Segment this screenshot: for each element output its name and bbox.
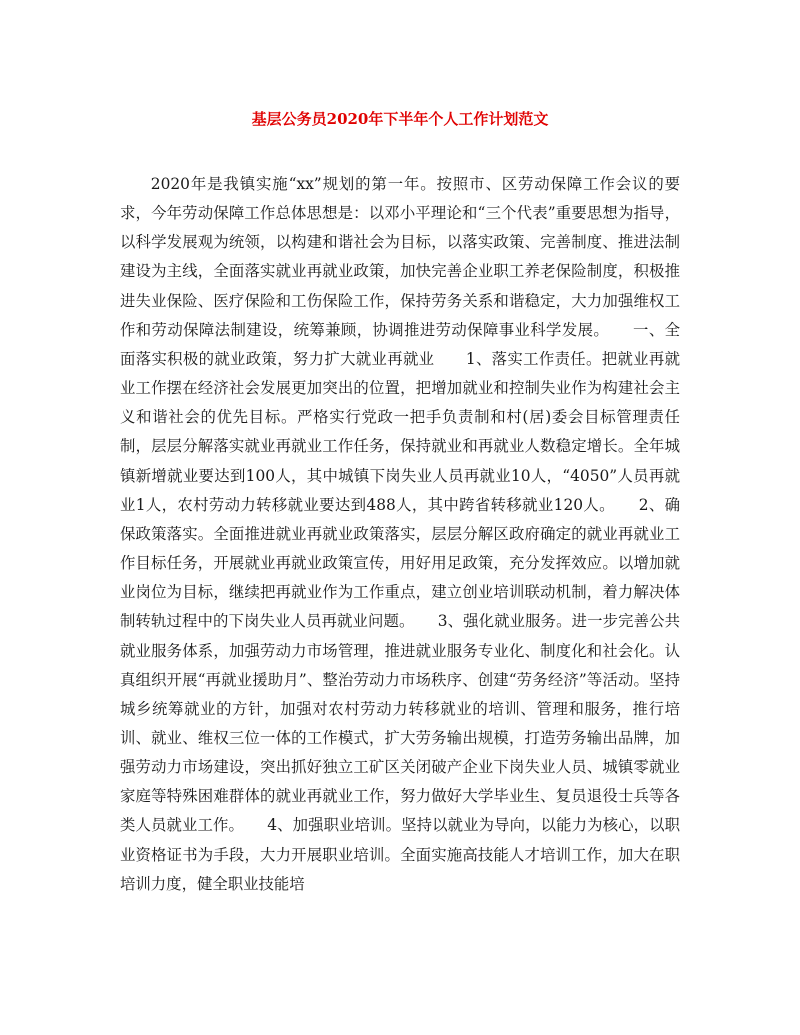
document-title: 基层公务员2020年下半年个人工作计划范文: [251, 110, 549, 128]
body-paragraph: 2020年是我镇实施“xx”规划的第一年。按照市、区劳动保障工作会议的要求，今年劳动保障工作总体思想是：以邓小平理论和“三个代表”重要思想为指导，以科学发展观为统领，以构建和谐社会为目标，以落实政策、完善制度、推进法制建设为主线，全面落实就业再就业政策，加快完善企业职工养老保险制度，积极推进失业保险、医疗保险和工伤保险工作，保持劳务关系和谐稳定，大力加强维权工作和劳动保障法制建设，统筹兼顾，协调推进劳动保障事业科学发展。 一、全面落实积极的就业政策，努力扩大就业再就业 1、落实工作责任。把就业再就业工作摆在经济社会发展更加突出的位置，把增加就业和控制失业作为构建社会主义和谐社会的优先目标。严格实行党政一把手负责制和村(居)委会目标管理责任制，层层分解落实就业再就业工作任务，保持就业和再就业人数稳定增长。全年城镇新增就业要达到100人，其中城镇下岗失业人员再就业10人，“4050”人员再就业1人，农村劳动力转移就业要达到488人，其中跨省转移就业120人。 2、确保政策落实。全面推进就业再就业政策落实，层层分解区政府确定的就业再就业工作目标任务，开展就业再就业政策宣传，用好用足政策，充分发挥效应。以增加就业岗位为目标，继续把再就业作为工作重点，建立创业培训联动机制，着力解决体制转轨过程中的下岗失业人员再就业问题。 3、强化就业服务。进一步完善公共就业服务体系，加强劳动力市场管理，推进就业服务专业化、制度化和社会化。认真组织开展“再就业援助月”、整治劳动力市场秩序、创建“劳务经济”等活动。坚持城乡统筹就业的方针，加强对农村劳动力转移就业的培训、管理和服务，推行培训、就业、维权三位一体的工作模式，扩大劳务输出规模，打造劳务输出品牌，加强劳动力市场建设，突出抓好独立工矿区关闭破产企业下岗失业人员、城镇零就业家庭等特殊困难群体的就业再就业工作，努力做好大学毕业生、复员退役士兵等各类人员就业工作。 4、加强职业培训。坚持以就业为导向，以能力为核心，以职业资格证书为手段，大力开展职业培训。全面实施高技能人才培训工作，加大在职培训力度，健全职业技能培: [120, 175, 680, 893]
